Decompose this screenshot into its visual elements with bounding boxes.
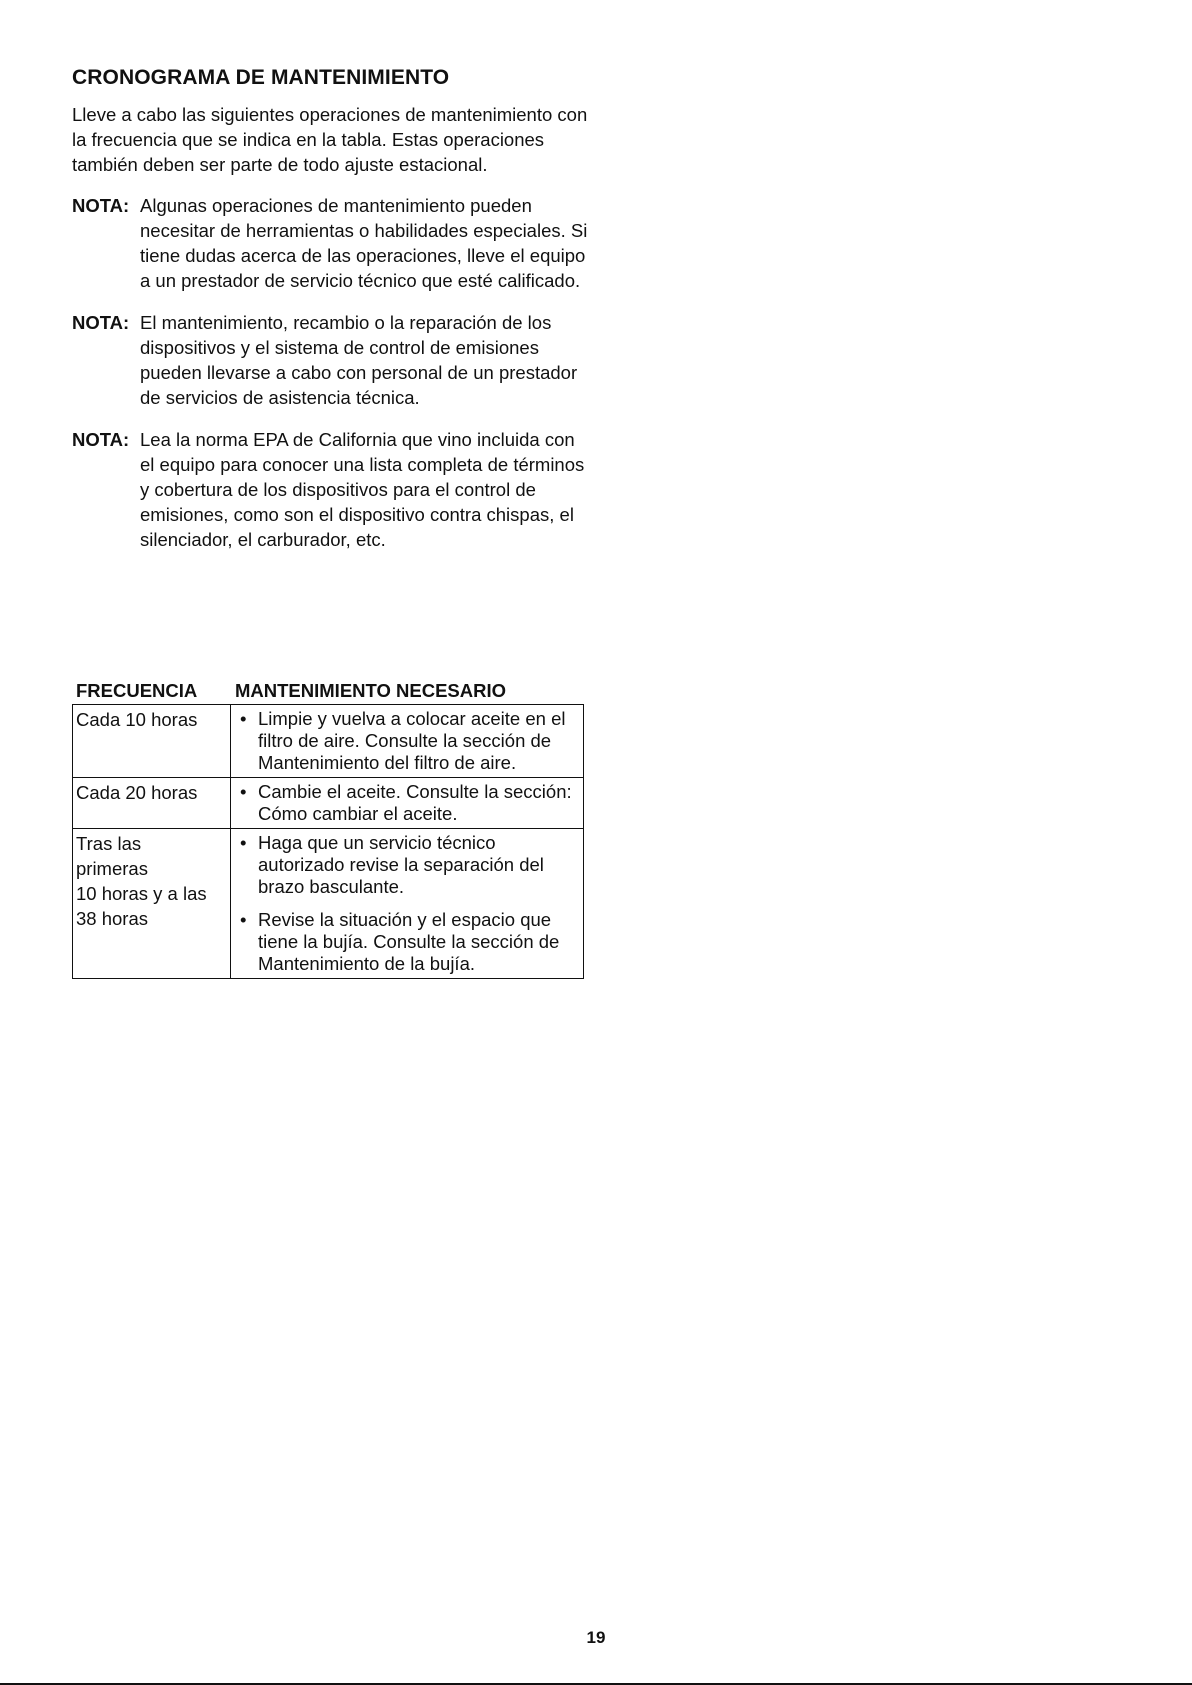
note-text: El mantenimiento, recambio o la reparación de los dispositivos y el sistema de control de emisiones pueden llevarse a cabo con personal de un prestador de servicios de asistencia técnica. bbox=[140, 312, 578, 408]
intro-paragraph: Lleve a cabo las siguientes operaciones de mantenimiento con la frecuencia que se indica en la tabla. Estas operaciones también deben ser parte de todo ajuste estacional. bbox=[72, 104, 588, 175]
note-text: Algunas operaciones de mantenimiento pueden necesitar de herramientas o habilidades especiales. Si tiene dudas acerca de las operaciones, lleve el equipo a un prestador de servicio técnico que esté calificado. bbox=[140, 195, 588, 291]
task-text: Haga que un servicio técnico autorizado revise la separación del brazo basculante. bbox=[258, 832, 544, 897]
table-row bbox=[73, 705, 584, 778]
schedule-table bbox=[72, 704, 584, 979]
maintenance-schedule bbox=[72, 678, 584, 979]
frequency-line: Cada 20 horas bbox=[76, 782, 198, 803]
note-1 bbox=[72, 193, 592, 293]
task-item bbox=[234, 909, 579, 975]
maintenance-cell bbox=[231, 829, 584, 979]
section-title: CRONOGRAMA DE MANTENIMIENTO bbox=[72, 66, 450, 89]
task-item bbox=[234, 708, 579, 774]
task-item bbox=[234, 781, 579, 825]
task-item bbox=[234, 832, 579, 898]
page-number: 19 bbox=[586, 1628, 606, 1647]
table-row bbox=[73, 778, 584, 829]
note-label: NOTA: bbox=[72, 195, 130, 216]
frequency-line: 10 horas y a las bbox=[76, 883, 207, 904]
maintenance-header: MANTENIMIENTO NECESARIO bbox=[235, 680, 507, 701]
task-text: Limpie y vuelva a colocar aceite en el filtro de aire. Consulte la sección de Mantenimiento del filtro de aire. bbox=[258, 708, 566, 773]
note-label: NOTA: bbox=[72, 312, 130, 333]
frequency-line: Tras las bbox=[76, 833, 142, 854]
table-row bbox=[73, 829, 584, 979]
frequency-line: primeras bbox=[76, 858, 148, 879]
task-text: Revise la situación y el espacio que tiene la bujía. Consulte la sección de Mantenimiento de la bujía. bbox=[258, 909, 560, 974]
frequency-header: FRECUENCIA bbox=[76, 680, 198, 701]
maintenance-cell bbox=[231, 705, 584, 778]
bullet: • bbox=[240, 832, 247, 853]
note-2 bbox=[72, 310, 592, 410]
task-text: Cambie el aceite. Consulte la sección: Cómo cambiar el aceite. bbox=[258, 781, 572, 824]
note-3 bbox=[72, 427, 592, 552]
maintenance-cell bbox=[231, 778, 584, 829]
note-text: Lea la norma EPA de California que vino incluida con el equipo para conocer una lista completa de términos y cobertura de los dispositivos para el control de emisiones, como son el dispositivo contra chispas, el silenciador, el carburador, etc. bbox=[140, 429, 585, 550]
frequency-line: Cada 10 horas bbox=[76, 709, 198, 730]
frequency-line: 38 horas bbox=[76, 908, 148, 929]
frequency-cell bbox=[73, 778, 231, 829]
table-header bbox=[72, 678, 584, 703]
note-label: NOTA: bbox=[72, 429, 130, 450]
maintenance-section bbox=[72, 66, 592, 569]
frequency-cell bbox=[73, 705, 231, 778]
bullet: • bbox=[240, 708, 247, 729]
frequency-cell bbox=[73, 829, 231, 979]
bullet: • bbox=[240, 909, 247, 930]
bullet: • bbox=[240, 781, 247, 802]
